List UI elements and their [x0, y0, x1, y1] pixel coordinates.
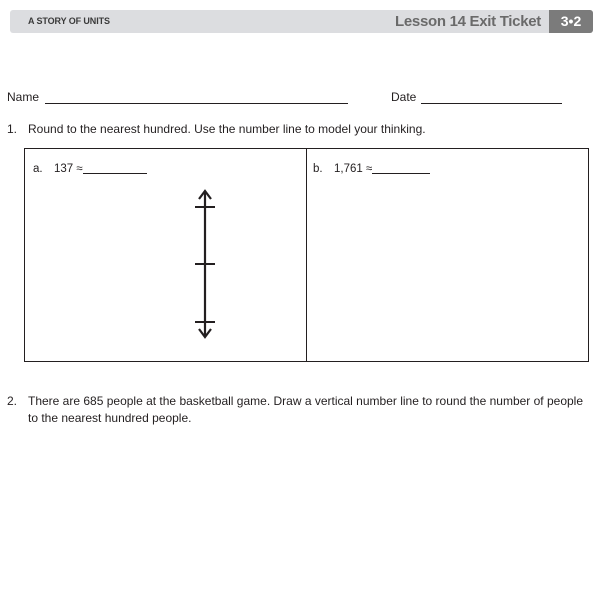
header-bar: [10, 10, 593, 33]
question-1: [7, 122, 426, 136]
series-title: A STORY OF UNITS: [28, 16, 110, 26]
part-a-answer-blank[interactable]: [83, 163, 147, 174]
part-b-answer-blank[interactable]: [372, 163, 430, 174]
part-b: [313, 163, 430, 175]
question-2-text-line2: to the nearest hundred people.: [28, 411, 192, 425]
part-b-letter: b.: [313, 163, 323, 175]
date-label: Date: [391, 90, 417, 104]
part-a: [33, 163, 147, 175]
question-2: [7, 393, 597, 427]
part-a-expression: 137 ≈: [54, 163, 83, 175]
answer-box-divider: [306, 148, 307, 362]
module-badge: 3•2: [549, 10, 593, 33]
question-2-number: 2.: [7, 394, 18, 408]
question-2-text-line1: There are 685 people at the basketball game. Draw a vertical number line to round the number of people: [28, 394, 583, 408]
part-a-letter: a.: [33, 163, 43, 175]
name-label: Name: [7, 90, 40, 104]
lesson-title: Lesson 14 Exit Ticket: [395, 13, 541, 30]
question-1-number: 1.: [7, 122, 18, 136]
part-b-expression: 1,761 ≈: [334, 163, 373, 175]
question-1-text: Round to the nearest hundred. Use the number line to model your thinking.: [28, 122, 426, 136]
name-field[interactable]: [45, 103, 348, 104]
date-field[interactable]: [421, 103, 562, 104]
vertical-number-line: [193, 188, 217, 340]
